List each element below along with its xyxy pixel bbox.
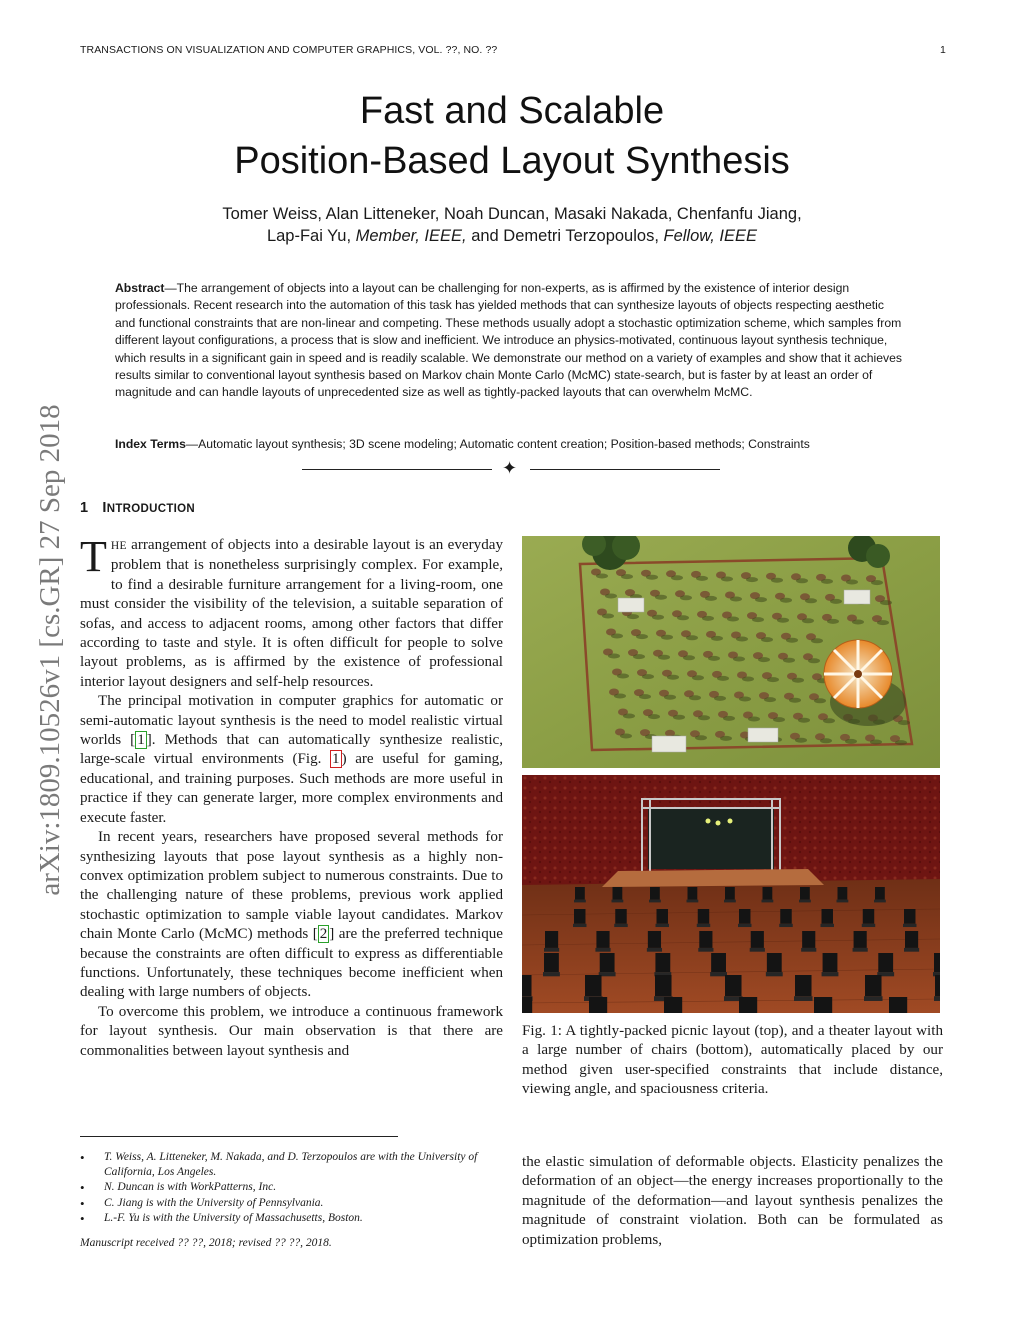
- chair-shadow: [777, 618, 789, 623]
- theater-chair-seat: [762, 900, 774, 903]
- footnote-rule: [80, 1136, 398, 1137]
- theater-chair-seat: [903, 924, 916, 927]
- chair-shadow: [714, 696, 726, 701]
- chair-shadow: [898, 720, 910, 725]
- paper-title: [0, 86, 1024, 186]
- theater-chair: [739, 997, 757, 1013]
- chair-shadow: [646, 575, 658, 580]
- chair-shadow: [655, 595, 667, 600]
- chair-shadow: [845, 739, 857, 744]
- page-number: 1: [940, 44, 946, 56]
- chair-shadow: [830, 599, 842, 604]
- figure-link-1[interactable]: 1: [332, 751, 340, 768]
- member-title: Member, IEEE,: [355, 227, 467, 245]
- theater-chair-seat: [687, 900, 699, 903]
- chair-shadow: [796, 578, 808, 583]
- right-column-text: [522, 1153, 943, 1250]
- chair-shadow: [614, 694, 626, 699]
- theater-chair: [650, 887, 660, 900]
- chair-shadow: [695, 735, 707, 740]
- chair-shadow: [673, 715, 685, 720]
- chair-shadow: [686, 635, 698, 640]
- chair-shadow: [648, 714, 660, 719]
- title-line-2: Position-Based Layout Synthesis: [234, 140, 790, 182]
- arxiv-identifier: arXiv:1809.10526v1 [cs.GR] 27 Sep 2018: [34, 404, 66, 896]
- intro-paragraph-1: THE arrangement of objects into a desirable layout is an everyday problem that is nonetheless surprisingly complex. For example, to find a desirable furniture arrangement for a living-room, one must consider the visibility of the television, a suitable separation of sofas, and access to adjacent rooms, among other factors that differ according to taste and style. It is often difficult for people to solve layout problems, as is affirmed by the existence of professional interior layout designers and self-help resources.: [80, 532, 503, 690]
- citation-link-2[interactable]: 2: [319, 926, 328, 943]
- chair-shadow: [705, 596, 717, 601]
- chair-shadow: [692, 675, 704, 680]
- chair-shadow: [696, 576, 708, 581]
- chair-shadow: [621, 574, 633, 579]
- chair-shadow: [683, 655, 695, 660]
- chair-shadow: [636, 634, 648, 639]
- right-paragraph: the elastic simulation of deformable objects. Elasticity penalizes the deformation of an object—the energy increases proportionally to the magnitude of the deformation—and layout synthesis penalizes the magnitude of constraint violation. Both can be formulated as optimization problems,: [522, 1154, 943, 1248]
- theater-chair: [767, 953, 782, 972]
- theater-chair-seat: [766, 972, 783, 976]
- theater-chair: [711, 953, 726, 972]
- chair-shadow: [661, 635, 673, 640]
- theater-chair-seat: [821, 924, 834, 927]
- figure-picnic-image: [522, 536, 940, 768]
- chair-shadow: [748, 717, 760, 722]
- chair-shadow: [758, 657, 770, 662]
- theater-chair: [544, 953, 559, 972]
- theater-chair: [589, 997, 607, 1013]
- authors-line-1: Tomer Weiss, Alan Litteneker, Noah Duncan, Masaki Nakada, Chenfanfu Jiang,: [222, 205, 802, 223]
- theater-chair-seat: [794, 996, 813, 1001]
- chair-shadow: [602, 614, 614, 619]
- theater-chair: [763, 887, 773, 900]
- chair-shadow: [736, 637, 748, 642]
- theater-chair: [935, 975, 940, 996]
- theater-chair-seat: [853, 948, 868, 952]
- chair-shadow: [808, 658, 820, 663]
- chair-shadow: [633, 654, 645, 659]
- theater-chair-seat: [724, 900, 736, 903]
- chair-shadow: [608, 654, 620, 659]
- chair-shadow: [852, 620, 864, 625]
- theater-chair: [545, 931, 558, 948]
- theater-chair: [657, 909, 668, 924]
- authors-line-2: Lap-Fai Yu, Member, IEEE, and Demetri Terzopoulos, Fellow, IEEE: [266, 227, 758, 245]
- theater-chair: [698, 909, 709, 924]
- chair-shadow: [711, 636, 723, 641]
- intro-paragraph-3: In recent years, researchers have proposed several methods for synthesizing layouts that pose layout synthesis as a highly non-convex optimization problem subject to numerous constraints. Due to the challenging nature of these problems, previous work applied stochastic optimization to sample viable layout candidates. Markov chain Monte Carlo (McMC) methods [ 2 ] are the preferred technique because the constraints are often difficult to express as differentiable functions. Unfortunately, these techniques become inefficient when dealing with large numbers of objects.: [80, 829, 503, 1001]
- theater-chair: [814, 997, 832, 1013]
- chair-shadow: [702, 616, 714, 621]
- theater-chair: [800, 887, 810, 900]
- chair-shadow: [820, 738, 832, 743]
- intro-paragraph-2: The principal motivation in computer graphics for automatic or semi-automatic layout synthesis is the need to model realistic virtual worlds [ 1 ]. Methods that can automatically synthesize realistic, large-scale virtual environments (Fig. 1 ) are useful for gaming, educational, and training purposes. Such methods are more useful in practice if they can generate larger, more complex environments and execute faster.: [80, 693, 503, 826]
- chair-shadow: [877, 620, 889, 625]
- chair-shadow: [798, 718, 810, 723]
- theater-chair-seat: [779, 924, 792, 927]
- chair-shadow: [764, 697, 776, 702]
- chair-shadow: [623, 714, 635, 719]
- theater-chair: [878, 953, 893, 972]
- chair-shadow: [742, 677, 754, 682]
- separator-rule-left: [302, 469, 492, 470]
- chair-shadow: [727, 617, 739, 622]
- theater-chair-seat: [543, 972, 560, 976]
- theater-chair-seat: [904, 948, 919, 952]
- chair-shadow: [730, 597, 742, 602]
- chair-shadow: [805, 598, 817, 603]
- theater-chair: [854, 931, 867, 948]
- abstract-label: Abstract: [115, 281, 165, 295]
- figure-caption: Fig. 1: A tightly-packed picnic layout (top), and a theater layout with a large number of chairs (bottom), automatically placed by our method given user-specified constraints that include distance, viewing angle, and spaciousness criteria.: [522, 1023, 943, 1098]
- theater-chair-seat: [614, 924, 627, 927]
- theater-chair: [934, 953, 940, 972]
- theater-scene: [522, 775, 940, 1013]
- chair-shadow: [795, 738, 807, 743]
- chair-shadow: [771, 578, 783, 583]
- theater-chair-seat: [697, 924, 710, 927]
- chair-shadow: [814, 698, 826, 703]
- theater-chair-seat: [799, 900, 811, 903]
- chair-shadow: [752, 617, 764, 622]
- intro-column: [80, 532, 503, 1061]
- theater-chair: [780, 909, 791, 924]
- chair-shadow: [698, 715, 710, 720]
- chair-shadow: [821, 579, 833, 584]
- abstract-text: —The arrangement of objects into a layout can be challenging for non-experts, as is affirmed by the existence of interior design professionals. Recent research into the automation of this task has yielded methods that can synthesize layouts of objects respecting aesthetic and functional constraints that are non-linear and competing. These methods usually adopt a stochastic optimization scheme, which samples from different layout configurations, a process that is slow and inefficient. We introduce an physics-motivated, continuous layout synthesis technique, which results in a significant gain in speed and is readily scalable. We demonstrate our method on a variety of examples and show that it achieves results similar to conventional layout synthesis based on Markov chain Monte Carlo (McMC) state-search, but is faster by at least an order of magnitude and can handle layouts of unprecedented size as well as tightly-packed layouts that can overwhelm McMC.: [115, 281, 902, 400]
- author-list: [0, 203, 1024, 247]
- section-title-rest: NTRODUCTION: [106, 503, 195, 515]
- theater-chair: [823, 953, 838, 972]
- theater-chair: [600, 953, 615, 972]
- theater-chair: [596, 931, 609, 948]
- chair-shadow: [846, 580, 858, 585]
- footnote-item: • L.-F. Yu is with the University of Massachusetts, Boston.: [80, 1211, 503, 1226]
- chair-shadow: [680, 595, 692, 600]
- chair-shadow: [642, 674, 654, 679]
- theater-chair: [865, 975, 882, 996]
- theater-chair: [688, 887, 698, 900]
- chair-shadow: [611, 634, 623, 639]
- chair-shadow: [895, 740, 907, 745]
- citation-link-1[interactable]: 1: [137, 732, 145, 749]
- figure-theater-image: [522, 775, 940, 1013]
- chair-shadow: [677, 615, 689, 620]
- chair-shadow: [880, 600, 892, 605]
- chair-shadow: [723, 716, 735, 721]
- chair-shadow: [755, 597, 767, 602]
- chair-shadow: [605, 594, 617, 599]
- manuscript-note: Manuscript received ?? ??, 2018; revised ?? ??, 2018.: [80, 1237, 332, 1250]
- chair-shadow: [708, 656, 720, 661]
- separator-diamond-icon: ✦: [502, 458, 518, 478]
- theater-chair-seat: [710, 972, 727, 976]
- theater-chair-seat: [864, 996, 883, 1001]
- theater-chair-seat: [874, 900, 886, 903]
- chair-shadow: [733, 657, 745, 662]
- theater-chair: [615, 909, 626, 924]
- theater-chair-seat: [649, 900, 661, 903]
- chair-shadow: [652, 615, 664, 620]
- theater-chair: [522, 997, 532, 1013]
- theater-chair: [585, 975, 602, 996]
- chair-shadow: [689, 695, 701, 700]
- chair-shadow: [617, 674, 629, 679]
- theater-chair: [875, 887, 885, 900]
- chair-shadow: [739, 697, 751, 702]
- theater-chair-seat: [801, 948, 816, 952]
- chair-shadow: [721, 577, 733, 582]
- index-terms: [115, 436, 905, 453]
- dropcap: T: [80, 532, 107, 581]
- theater-chair: [699, 931, 712, 948]
- chair-shadow: [658, 655, 670, 660]
- theater-chair: [613, 887, 623, 900]
- chair-shadow: [789, 698, 801, 703]
- theater-chair-seat: [698, 948, 713, 952]
- intro-paragraph-4: To overcome this problem, we introduce a continuous framework for layout synthesis. Our main observation is that there are commonalities between layout synthesis and: [80, 1003, 503, 1059]
- chair-shadow: [664, 695, 676, 700]
- running-header: [80, 44, 946, 56]
- chair-shadow: [596, 574, 608, 579]
- theater-chair: [739, 909, 750, 924]
- theater-chair: [522, 975, 532, 996]
- chair-shadow: [767, 677, 779, 682]
- chair-shadow: [792, 678, 804, 683]
- theater-chair-seat: [656, 924, 669, 927]
- theater-chair: [822, 909, 833, 924]
- chair-shadow: [786, 638, 798, 643]
- chair-shadow: [773, 717, 785, 722]
- chair-shadow: [827, 619, 839, 624]
- theater-chair: [751, 931, 764, 948]
- chair-shadow: [870, 740, 882, 745]
- journal-name: TRANSACTIONS ON VISUALIZATION AND COMPUTER GRAPHICS, VOL. ??, NO. ??: [80, 44, 498, 56]
- chair-shadow: [802, 618, 814, 623]
- index-terms-label: Index Terms: [115, 437, 186, 451]
- footnotes: [80, 1150, 503, 1251]
- picnic-scene: [522, 536, 940, 768]
- theater-chair-seat: [574, 900, 586, 903]
- theater-chair: [889, 997, 907, 1013]
- theater-chair-seat: [934, 996, 940, 1001]
- theater-chair-seat: [573, 924, 586, 927]
- theater-chair-seat: [647, 948, 662, 952]
- theater-chair: [905, 931, 918, 948]
- theater-chair: [904, 909, 915, 924]
- chair-shadow: [671, 575, 683, 580]
- theater-chair: [655, 953, 670, 972]
- footnote-item: • N. Duncan is with WorkPatterns, Inc.: [80, 1180, 503, 1195]
- chair-shadow: [627, 614, 639, 619]
- chair-shadow: [717, 676, 729, 681]
- theater-chair-seat: [750, 948, 765, 952]
- theater-chair: [725, 887, 735, 900]
- fellow-title: Fellow, IEEE: [663, 227, 758, 245]
- chair-shadow: [823, 718, 835, 723]
- theater-chair: [725, 975, 742, 996]
- theater-chair-seat: [738, 924, 751, 927]
- theater-chair: [648, 931, 661, 948]
- title-line-1: Fast and Scalable: [359, 90, 665, 132]
- theater-chair: [838, 887, 848, 900]
- theater-chair: [795, 975, 812, 996]
- chair-shadow: [639, 694, 651, 699]
- chair-shadow: [780, 598, 792, 603]
- footnote-item: • C. Jiang is with the University of Pennsylvania.: [80, 1196, 503, 1211]
- theater-chair-seat: [595, 948, 610, 952]
- chair-shadow: [761, 637, 773, 642]
- chair-shadow: [871, 580, 883, 585]
- footnote-item: • T. Weiss, A. Litteneker, M. Nakada, and D. Terzopoulos are with the University of California, Los Angeles.: [80, 1150, 503, 1180]
- chair-shadow: [783, 658, 795, 663]
- chair-shadow: [811, 638, 823, 643]
- theater-chair: [802, 931, 815, 948]
- separator-rule-right: [530, 469, 720, 470]
- chair-shadow: [720, 736, 732, 741]
- chair-shadow: [667, 675, 679, 680]
- theater-chair-seat: [612, 900, 624, 903]
- abstract: [115, 280, 905, 402]
- section-number: 1: [80, 500, 89, 516]
- chair-shadow: [620, 734, 632, 739]
- theater-chair: [863, 909, 874, 924]
- section-heading: [80, 500, 195, 516]
- theater-chair: [574, 909, 585, 924]
- theater-chair: [664, 997, 682, 1013]
- theater-chair-seat: [822, 972, 839, 976]
- chair-shadow: [746, 577, 758, 582]
- theater-chair: [575, 887, 585, 900]
- theater-chair-seat: [544, 948, 559, 952]
- theater-chair: [655, 975, 672, 996]
- index-terms-text: —Automatic layout synthesis; 3D scene modeling; Automatic content creation; Position-based methods; Constraints: [185, 437, 810, 451]
- section-initial: I: [102, 500, 107, 516]
- theater-chair-seat: [862, 924, 875, 927]
- theater-chair-seat: [837, 900, 849, 903]
